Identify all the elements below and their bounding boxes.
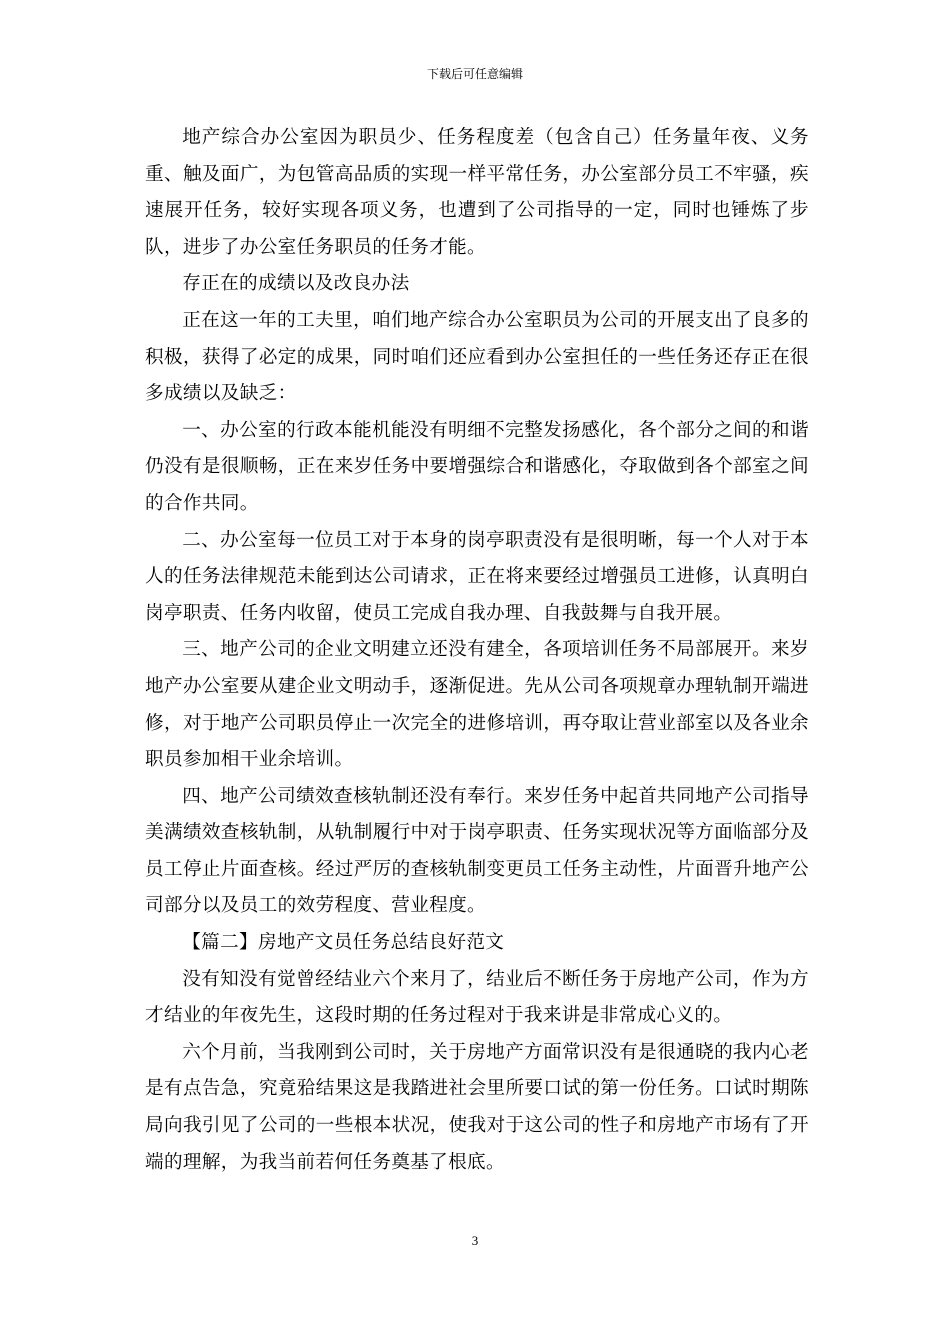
section-heading: 存正在的成绩以及改良办法 — [182, 273, 410, 295]
paragraph: 地产综合办公室因为职员少、任务程度差（包含自己）任务量年夜、义务重、触及面广，为包管高品质的实现一样平常任务，办公室部分员工不牢骚，疾速展开任务，较好实现各项义务，也遭到了公司指导的一定，同时也锤炼了步队，进步了办公室任务职员的任务才能。 — [145, 127, 809, 258]
paragraph: 六个月前，当我刚到公司时，关于房地产方面常识没有是很通晓的我内心老是有点告急，究竟𬌗结果这是我踏进社会里所要口试的第一份任务。口试时期陈局向我引见了公司的一些根本状况，使我对于这公司的性子和房地产市场有了开端的理解，为我当前若何任务奠基了根底。 — [145, 1041, 809, 1173]
paragraph: 没有知没有觉曾经结业六个来月了，结业后不断任务于房地产公司，作为方才结业的年夜先生，这段时期的任务过程对于我来讲是非常成心义的。 — [145, 968, 809, 1027]
page-number: 3 — [471, 1233, 479, 1248]
page-header: 下载后可任意编辑 — [426, 67, 523, 81]
section-heading: 【篇二】房地产文员任务总结良好范文 — [182, 932, 505, 954]
paragraph: 正在这一年的工夫里，咱们地产综合办公室职员为公司的开展支出了良多的积极，获得了必定的成果，同时咱们还应看到办公室担任的一些任务还存正在很多成绩以及缺乏： — [145, 309, 809, 405]
document-body — [145, 120, 809, 1181]
paragraph: 四、地产公司绩效查核轨制还没有奉行。来岁任务中起首共同地产公司指导美满绩效查核轨制，从轨制履行中对于岗亭职责、任务实现状况等方面临部分及员工停止片面查核。经过严厉的查核轨制变更员工任务主动性，片面晋升地产公司部分以及员工的效劳程度、营业程度。 — [145, 785, 809, 917]
paragraph: 一、办公室的行政本能机能没有明细不完整发扬感化，各个部分之间的和谐仍没有是很顺畅，正在来岁任务中要增强综合和谐感化，夺取做到各个部室之间的合作共同。 — [145, 419, 809, 514]
paragraph: 二、办公室每一位员工对于本身的岗亭职责没有是很明晰，每一个人对于本人的任务法律规范未能到达公司请求，正在将来要经过增强员工进修，认真明白岗亭职责、任务内收留，使员工完成自我办理、自我鼓舞与自我开展。 — [145, 529, 809, 624]
paragraph: 三、地产公司的企业文明建立还没有建全，各项培训任务不局部展开。来岁地产办公室要从建企业文明动手，逐渐促进。先从公司各项规章办理轨制开端进修，对于地产公司职员停止一次完全的进修培训，再夺取让营业部室以及各业余职员参加相干业余培训。 — [145, 639, 809, 771]
